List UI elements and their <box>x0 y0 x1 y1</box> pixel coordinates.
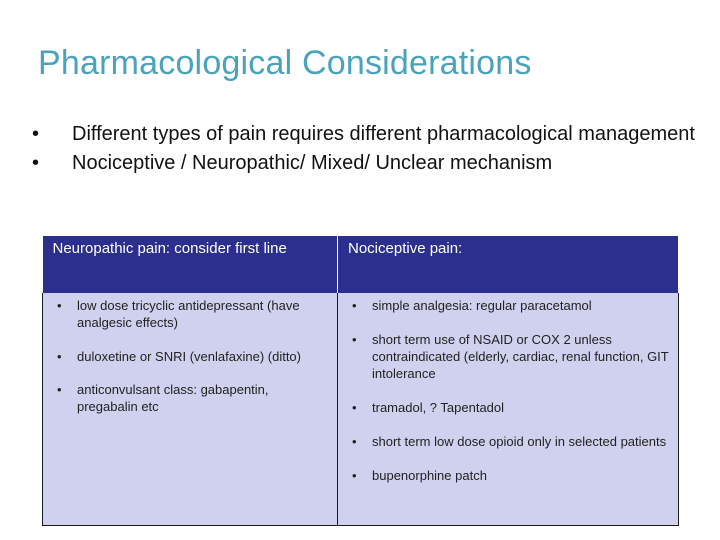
nociceptive-cell <box>338 293 679 526</box>
pain-management-table <box>42 236 679 526</box>
intro-bullet <box>30 150 700 177</box>
intro-bullet-text: Nociceptive / Neuropathic/ Mixed/ Unclear mechanism <box>72 152 553 174</box>
list-item <box>43 297 337 331</box>
neuropathic-list <box>43 293 337 415</box>
list-item <box>338 467 678 484</box>
list-item <box>43 381 337 415</box>
list-item-text: simple analgesia: regular paracetamol <box>372 298 592 313</box>
nociceptive-list <box>338 293 678 484</box>
list-item-text: low dose tricyclic antidepressant (have analgesic effects) <box>77 298 300 330</box>
intro-bullet-list <box>30 121 700 179</box>
list-item-text: duloxetine or SNRI (venlafaxine) (ditto) <box>77 349 301 364</box>
list-item <box>43 348 337 365</box>
list-item <box>338 399 678 416</box>
list-item-text: tramadol, ? Tapentadol <box>372 400 505 415</box>
list-item-text: short term low dose opioid only in selected patients <box>372 434 667 449</box>
slide-title: Pharmacological Considerations <box>38 44 532 82</box>
list-item-text: anticonvulsant class: gabapentin, pregabalin etc <box>77 382 269 414</box>
bullet-dot: • <box>352 400 357 415</box>
bullet-dot: • <box>32 152 40 174</box>
header-neuropathic: Neuropathic pain: consider first line <box>43 236 338 293</box>
list-item-text: bupenorphine patch <box>372 468 487 483</box>
bullet-dot: • <box>57 382 62 397</box>
neuropathic-cell <box>43 293 338 526</box>
list-item <box>338 433 678 450</box>
bullet-dot: • <box>57 298 62 313</box>
list-item <box>338 331 678 382</box>
list-item <box>338 297 678 314</box>
intro-bullet <box>30 121 700 148</box>
bullet-dot: • <box>352 434 357 449</box>
header-nociceptive: Nociceptive pain: <box>338 236 679 293</box>
bullet-dot: • <box>352 298 357 313</box>
bullet-dot: • <box>352 468 357 483</box>
bullet-dot: • <box>352 332 357 347</box>
intro-bullet-text: Different types of pain requires different pharmacological management <box>72 123 695 145</box>
bullet-dot: • <box>32 123 40 145</box>
list-item-text: short term use of NSAID or COX 2 unless contraindicated (elderly, cardiac, renal function, GIT intolerance <box>372 332 669 381</box>
bullet-dot: • <box>57 349 62 364</box>
